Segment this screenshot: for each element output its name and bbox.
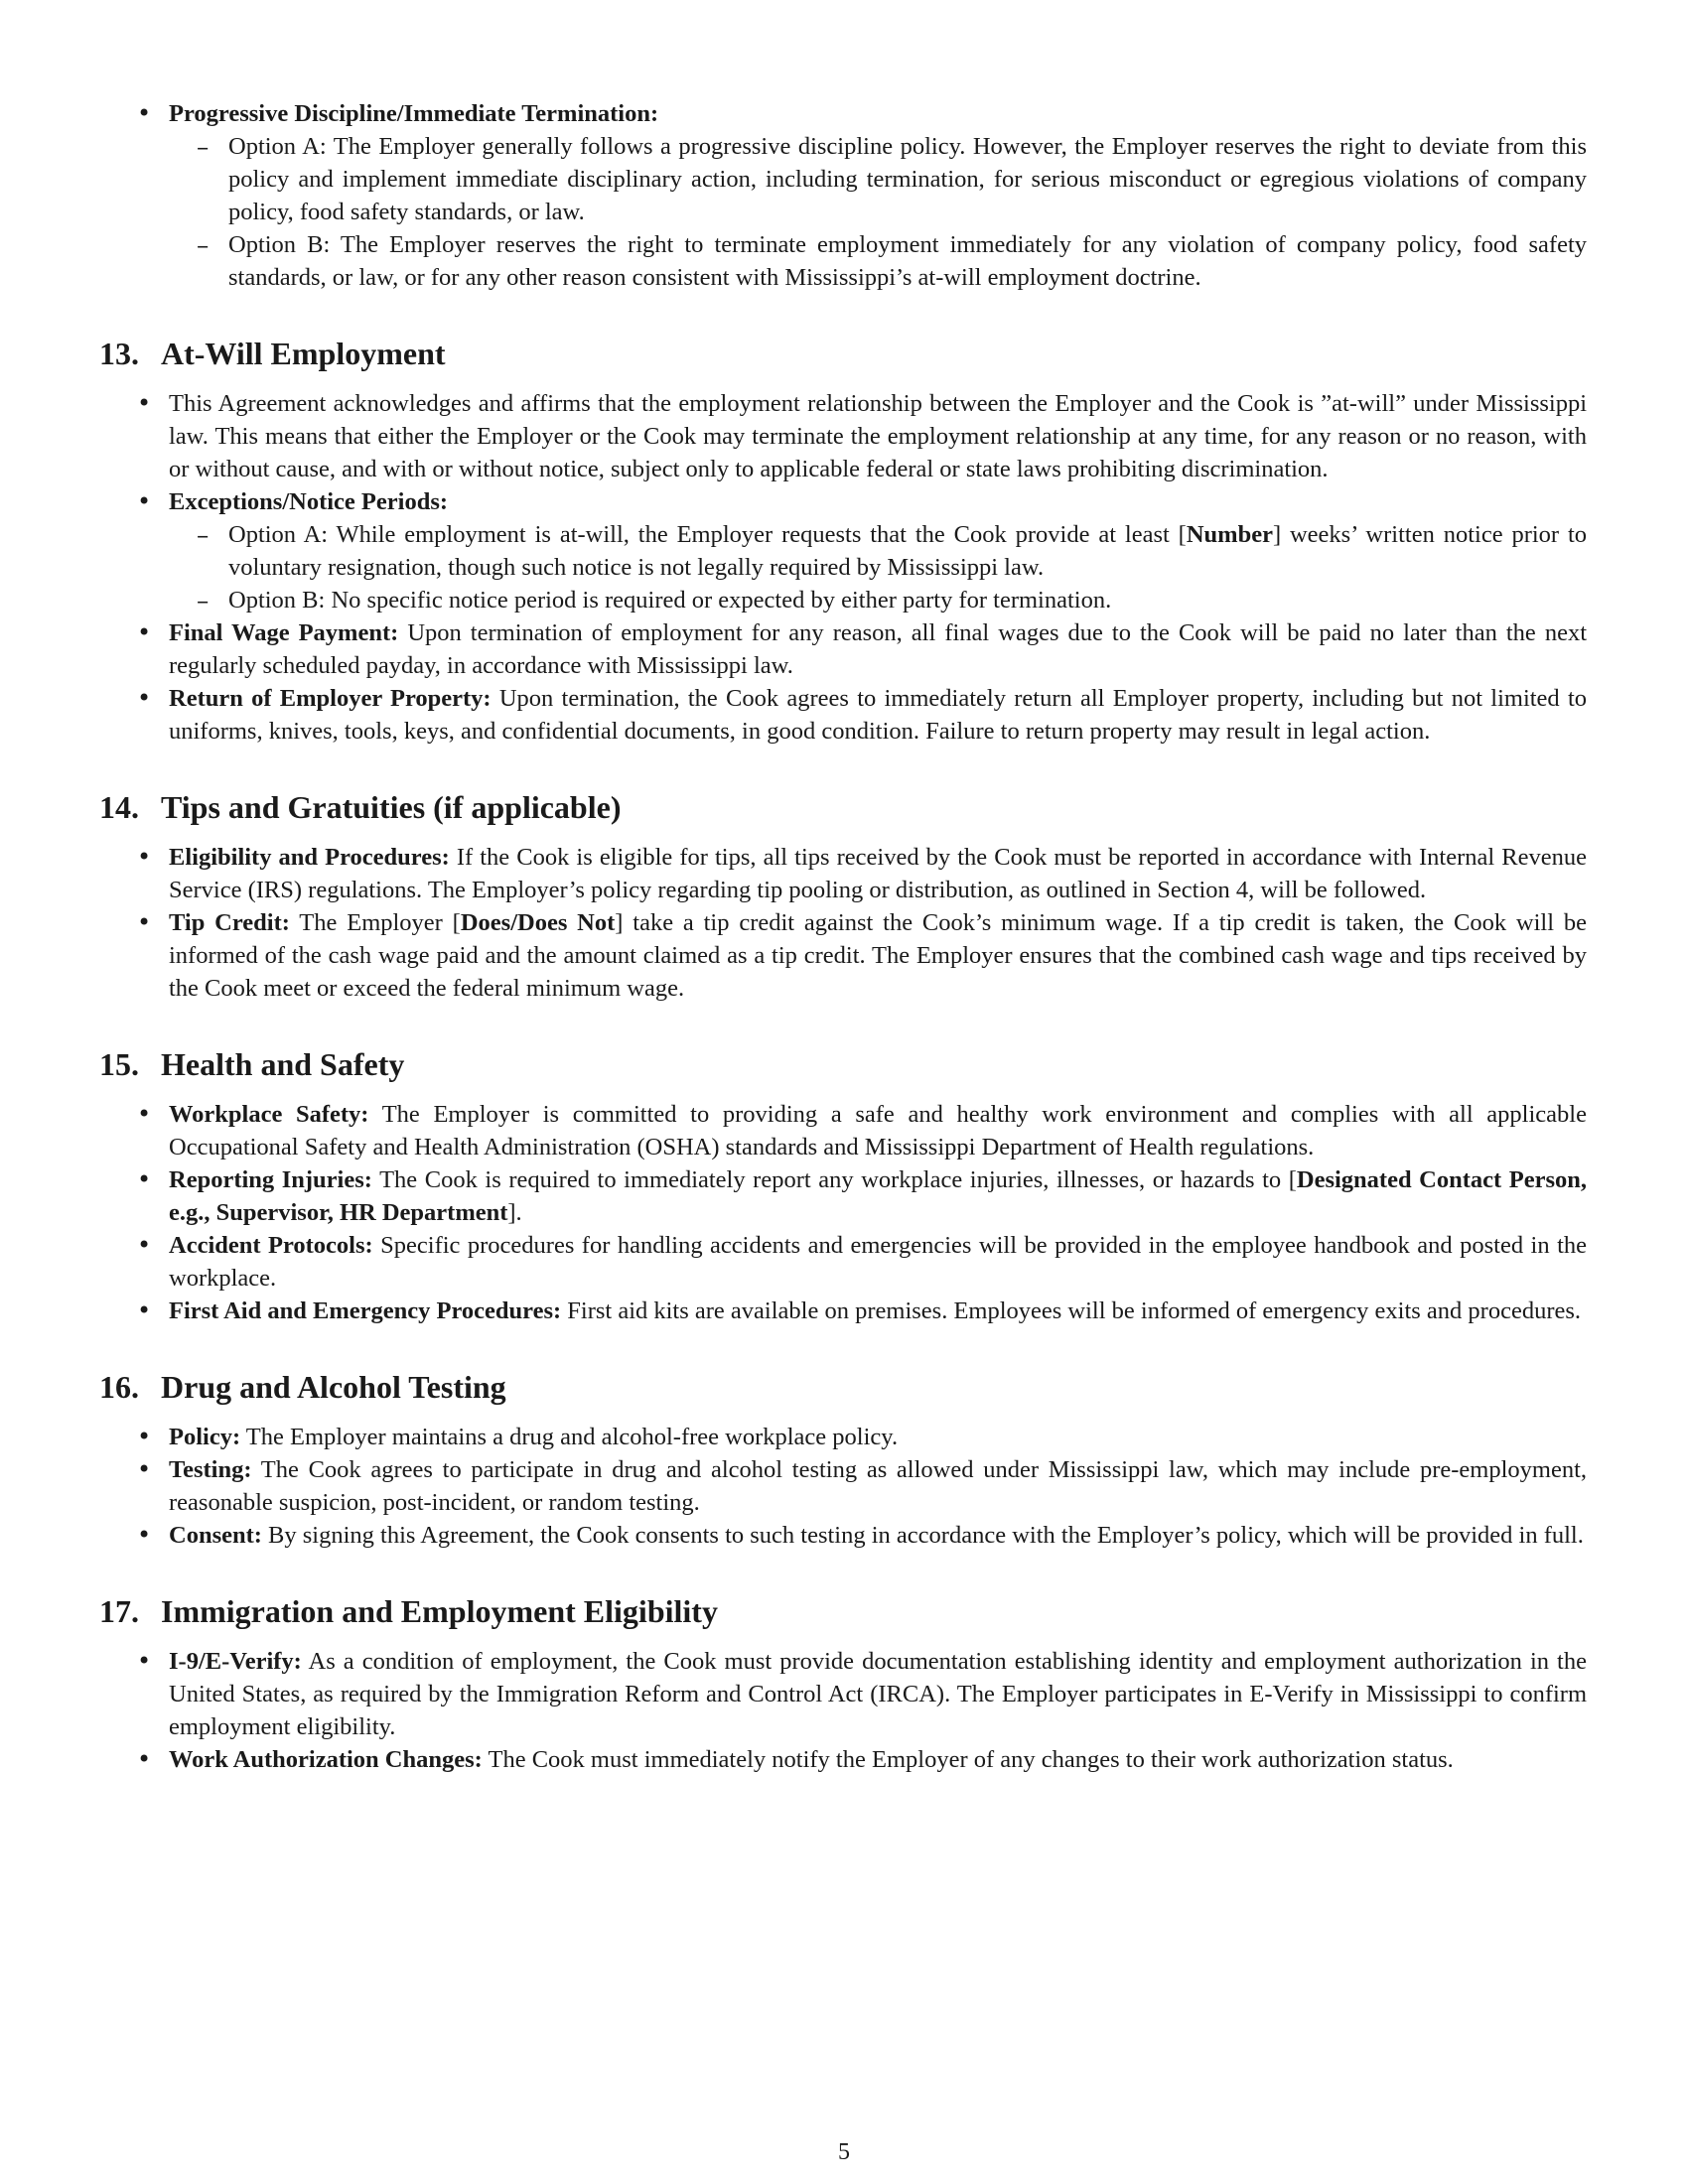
bullet-icon: •: [137, 1647, 152, 1675]
list-item: • Eligibility and Procedures: If the Cook is eligible for tips, all tips received by the Cook must be reported in accordance with Internal Revenue Service (IRS) regulations. The Employer’s policy regarding tip pooling or distribution, as outlined in Section 4, will be followed.: [137, 843, 1587, 903]
list-item: • Final Wage Payment: Upon termination of employment for any reason, all final wages due to the Cook will be paid no later than the next regularly scheduled payday, in accordance with Mississippi law.: [137, 618, 1588, 679]
bullet-icon: •: [137, 1231, 152, 1259]
section-heading-14: 14. Tips and Gratuities (if applicable): [99, 789, 622, 825]
section-heading-15: 15. Health and Safety: [99, 1046, 405, 1082]
list-item: • Accident Protocols: Specific procedures for handling accidents and emergencies will be provided in the employee handbook and posted in the workplace.: [137, 1231, 1588, 1292]
section-14-list: [99, 841, 1587, 1005]
intro-list: [99, 97, 1587, 294]
sub-list-item: – Option B: The Employer reserves the right to terminate employment immediately for any violation of company policy, food safety standards, or law, or for any other reason consistent with Mississippi’s at-will employment doctrine.: [197, 230, 1587, 291]
section-13-list: [99, 387, 1587, 748]
dash-icon: –: [197, 586, 210, 614]
list-item: • Workplace Safety: The Employer is committed to providing a safe and healthy work environment and complies with all applicable Occupational Safety and Health Administration (OSHA) standards and Mississippi Department of Health regulations.: [137, 1100, 1587, 1160]
bullet-icon: •: [137, 487, 152, 515]
bullet-icon: •: [137, 99, 152, 127]
bullet-icon: •: [137, 843, 152, 871]
sub-list-item: – Option A: The Employer generally follows a progressive discipline policy. However, the Employer reserves the right to deviate from this policy and implement immediate disciplinary action, including termination, for serious misconduct or egregious violations of company policy, food safety standards, or law.: [197, 132, 1587, 225]
list-item: • Reporting Injuries: The Cook is required to immediately report any workplace injuries, illnesses, or hazards to [Designated Contact Person, e.g., Supervisor, HR Department].: [137, 1165, 1587, 1226]
sub-list-item: – Option A: While employment is at-will, the Employer requests that the Cook provide at least [Number] weeks’ written notice prior to voluntary resignation, though such notice is not legally required by Mississippi law.: [197, 520, 1588, 581]
list-item: • Consent: By signing this Agreement, the Cook consents to such testing in accordance with the Employer’s policy, which will be provided in full.: [99, 1519, 1587, 1552]
bullet-icon: •: [137, 684, 152, 712]
list-item: • I-9/E-Verify: As a condition of employment, the Cook must provide documentation establishing identity and employment authorization in the United States, as required by the Immigration Reform and Control Act (IRCA). The Employer participates in E-Verify in Mississippi to confirm employment eligibility.: [137, 1647, 1587, 1740]
list-item: • Policy: The Employer maintains a drug and alcohol-free workplace policy.: [99, 1421, 1587, 1453]
bullet-icon: •: [137, 1745, 152, 1773]
list-item: • Tip Credit: The Employer [Does/Does Not] take a tip credit against the Cook’s minimum wage. If a tip credit is taken, the Cook will be informed of the cash wage paid and the amount claimed as a tip credit. The Employer ensures that the combined cash wage and tips received by the Cook meet or exceed the federal minimum wage.: [137, 908, 1587, 1002]
list-item: • First Aid and Emergency Procedures: First aid kits are available on premises. Employees will be informed of emergency exits and procedures.: [99, 1295, 1587, 1327]
section-heading-16: 16. Drug and Alcohol Testing: [99, 1369, 506, 1405]
bullet-icon: •: [137, 1297, 152, 1324]
section-17-list: [99, 1645, 1587, 1776]
list-item: [99, 97, 1587, 294]
bullet-icon: •: [137, 1521, 152, 1549]
bullet-icon: •: [137, 1423, 152, 1450]
bullet-icon: •: [137, 908, 152, 936]
bullet-icon: •: [137, 1455, 152, 1483]
list-item: • This Agreement acknowledges and affirms that the employment relationship between the Employer and the Cook is ”at-will” under Mississippi law. This means that either the Employer or the Cook may terminate the employment relationship at any time, for any reason or no reason, with or without cause, and with or without notice, subject only to applicable federal or state laws prohibiting discrimination.: [137, 389, 1587, 482]
section-heading-17: 17. Immigration and Employment Eligibility: [99, 1593, 718, 1629]
list-item: • Work Authorization Changes: The Cook must immediately notify the Employer of any changes to their work authorization status.: [99, 1743, 1587, 1776]
list-item: • Return of Employer Property: Upon termination, the Cook agrees to immediately return all Employer property, including but not limited to uniforms, knives, tools, keys, and confidential documents, in good condition. Failure to return property may result in legal action.: [137, 684, 1587, 745]
bullet-icon: •: [137, 389, 152, 417]
bullet-icon: •: [137, 1100, 152, 1128]
dash-icon: –: [197, 230, 210, 259]
document-body: [99, 97, 1587, 1776]
sub-list: [169, 518, 1587, 616]
list-item: • Testing: The Cook agrees to participate in drug and alcohol testing as allowed under Mississippi law, which may include pre-employment, reasonable suspicion, post-incident, or random testing.: [137, 1455, 1587, 1516]
section-heading-13: 13. At-Will Employment: [99, 336, 446, 371]
dash-icon: –: [197, 520, 210, 549]
section-16-list: [99, 1421, 1587, 1552]
page-number: 5: [838, 2139, 850, 2165]
bullet-icon: •: [137, 1165, 152, 1193]
item-label: Progressive Discipline/Immediate Termination:: [169, 100, 659, 127]
dash-icon: –: [197, 132, 210, 161]
list-item: • Exceptions/Notice Periods: – Option A: While employment is at-will, the Employer requests that the Cook provide at least [Number] weeks’ written notice prior to voluntary resignation, though such notice is not legally required by Mississippi law. – Option B: No specific notice period is required or expected by either party for termination.: [99, 485, 1587, 616]
sub-list-item: – Option B: No specific notice period is required or expected by either party for termination.: [197, 586, 1112, 614]
section-15-list: [99, 1098, 1587, 1327]
sub-list: [169, 130, 1587, 294]
bullet-icon: •: [137, 618, 152, 646]
